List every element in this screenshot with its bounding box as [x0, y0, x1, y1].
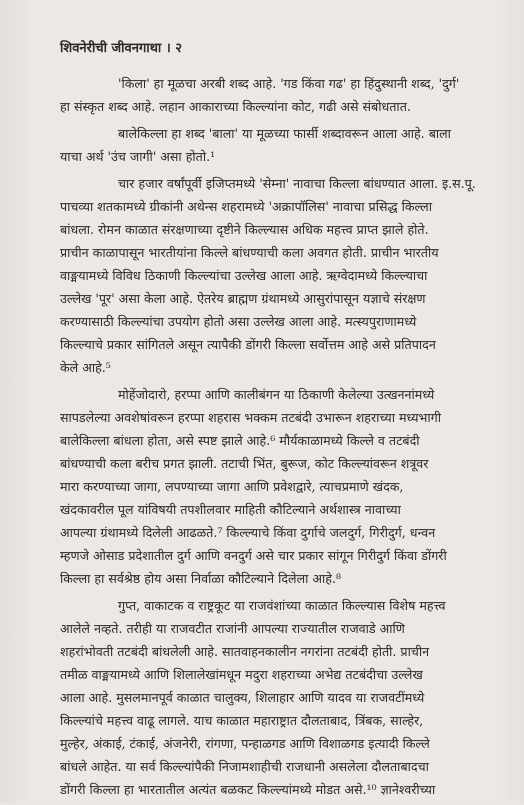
- paragraph-1: [60, 72, 512, 118]
- text-line: हा संस्कृत शब्द आहे. लहान आकाराच्या किल्ल्यांना कोट, गढी असे संबोधतात.: [60, 99, 411, 114]
- text-line: चार हजार वर्षांपूर्वी इजिप्तमध्ये 'सेम्ना' नावाचा किल्ला बांधण्यात आला. इ.स.पू.: [118, 176, 476, 191]
- text-line: करण्यासाठी किल्ल्यांचा उपयोग होतो असा उल्लेख आला आहे. मत्स्यपुराणामध्ये: [60, 314, 417, 329]
- text-line: बालेकिल्ला बांधला होता, असे स्पष्ट झाले आहे.⁶ मौर्यकाळामध्ये किल्ले व तटबंदी: [60, 433, 420, 448]
- text-line: सापडलेल्या अवशेषांवरून हरप्पा शहरास भक्कम तटबंदी उभारून शहराच्या मध्यभागी: [60, 410, 441, 425]
- text-line: आपल्या ग्रंथामध्ये दिलेली आढळते.⁷ किल्ल्याचे किंवा दुर्गाचे जलदुर्ग, गिरीदुर्ग, धन्वन: [60, 525, 436, 540]
- paragraph-4: [60, 383, 512, 590]
- text-line: तमीळ वाङ्मयामध्ये आणि शिलालेखांमधून मदुरा शहराच्या अभेद्य तटबंदीचा उल्लेख: [60, 667, 423, 682]
- text-line: आला आहे. मुसलमानपूर्व काळात चालुक्य, शिलाहार आणि यादव या राजवटींमध्ये: [60, 690, 425, 705]
- text-line: 'किला' हा मूळचा अरबी शब्द आहे. 'गड किंवा गढ' हा हिंदुस्थानी शब्द, 'दुर्ग': [118, 76, 460, 91]
- text-line: म्हणजे ओसाड प्रदेशातील दुर्ग आणि वनदुर्ग असे चार प्रकार सांगून गिरीदुर्ग किंवा डोंगरी: [60, 548, 447, 563]
- text-line: उल्लेख 'पूर' असा केला आहे. ऐतरेय ब्राह्मण ग्रंथामध्ये आसुरांपासून यज्ञाचे संरक्षण: [60, 291, 426, 306]
- text-line: डोंगरी किल्ला हा भारतातील अत्यंत बळकट किल्ल्यांमध्ये मोडत असे.¹⁰ ज्ञानेश्वरीच्या: [60, 782, 436, 797]
- text-line: केले आहे.⁵: [60, 360, 111, 375]
- text-line: बालेकिल्ला हा शब्द 'बाला' या मूळच्या फार्सी शब्दावरून आला आहे. बाला: [118, 126, 451, 141]
- text-line: गुप्त, वाकाटक व राष्ट्रकूट या राजवंशांच्या काळात किल्ल्यास विशेष महत्त्व: [118, 598, 446, 613]
- text-line: याचा अर्थ 'उंच जागी' असा होतो.¹: [60, 149, 216, 164]
- text-line: मोहेंजोदारो, हरप्पा आणि कालीबंगन या ठिकाणी केलेल्या उत्खननांमध्ये: [118, 387, 435, 402]
- body-text: [60, 72, 512, 805]
- text-line: पाचव्या शतकामध्ये ग्रीकांनी अथेन्स शहरामध्ये 'अक्रापॉलिस' नावाचा प्रसिद्ध किल्ला: [60, 199, 432, 214]
- text-line: खंदकावरील पूल यांविषयी तपशीलवार माहिती कौटिल्याने अर्थशास्त्र नावाच्या: [60, 502, 401, 517]
- text-line: किल्ल्याचे प्रकार सांगितले असून त्यापैकी डोंगरी किल्ला सर्वोत्तम आहे असे प्रतिपादन: [60, 337, 436, 352]
- paragraph-5: [60, 594, 512, 801]
- text-line: आलेले नव्हते. तरीही या राजवटीत राजांनी आपल्या राज्यातील राजवाडे आणि: [60, 621, 405, 636]
- text-line: बांधले आहेत. या सर्व किल्ल्यांपैकी निजामशाहीची राजधानी असलेला दौलताबादचा: [60, 759, 429, 774]
- text-line: बांधला. रोमन काळात संरक्षणाच्या दृष्टीने किल्ल्यास अधिक महत्त्व प्राप्त झाले होते.: [60, 222, 429, 237]
- text-line: शहरांभोवती तटबंदी बांधलेली आहे. सातवाहनकालीन नगरांना तटबंदी होती. प्राचीन: [60, 644, 430, 659]
- text-line: मारा करण्याच्या जागा, लपण्याच्या जागा आणि प्रवेशद्वारे, त्याचप्रमाणे खंदक,: [60, 479, 404, 494]
- paragraph-3: [60, 172, 512, 379]
- text-line: किल्ला हा सर्वश्रेष्ठ होय असा निर्वाळा कौटिल्याने दिलेला आहे.⁸: [60, 571, 341, 586]
- text-line: बांधण्याची कला बरीच प्रगत झाली. तटाची भिंत, बुरूज, कोट किल्ल्यांवरून शत्रूवर: [60, 456, 429, 471]
- text-line: मुल्हेर, अंकाई, टंकाई, अंजनेरी, रांगणा, पन्हाळगड आणि विशाळगड इत्यादी किल्ले: [60, 736, 430, 751]
- text-line: प्राचीन काळापासून भारतीयांना किल्ले बांधण्याची कला अवगत होती. प्राचीन भारतीय: [60, 245, 439, 260]
- paragraph-2: [60, 122, 512, 168]
- running-head: शिवनेरीची जीवनगाथा । २: [60, 41, 183, 56]
- text-line: वाङ्मयामध्ये विविध ठिकाणी किल्ल्यांचा उल्लेख आला आहे. ऋग्वेदामध्ये किल्ल्याचा: [60, 268, 428, 283]
- text-line: किल्ल्यांचे महत्त्व वाढू लागले. याच काळात महाराष्ट्रात दौलताबाद, त्रिंबक, साल्हेर,: [60, 713, 424, 728]
